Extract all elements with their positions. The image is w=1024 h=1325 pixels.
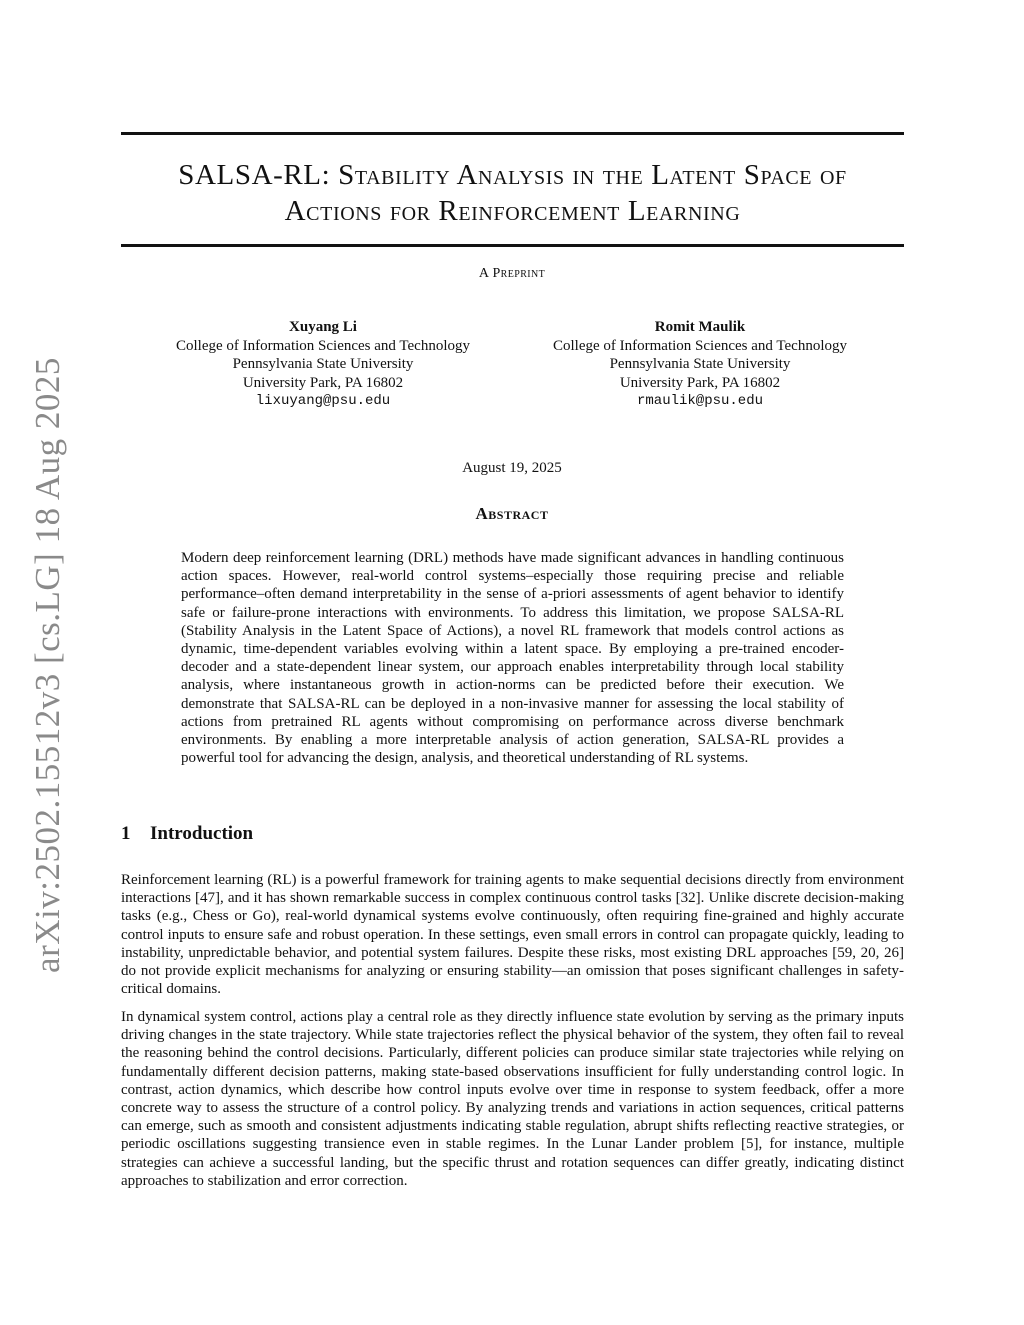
arxiv-identifier-stamp: arXiv:2502.15512v3 [cs.LG] 18 Aug 2025 bbox=[28, 357, 67, 973]
author-affiliation: College of Information Sciences and Technology bbox=[552, 337, 847, 354]
author-email[interactable]: rmaulik@psu.edu bbox=[636, 393, 764, 409]
publication-date: August 19, 2025 bbox=[462, 460, 562, 476]
paper-title-line-2: Actions for Reinforcement Learning bbox=[284, 195, 741, 227]
section-heading-introduction bbox=[121, 823, 253, 845]
author-email[interactable]: lixuyang@psu.edu bbox=[255, 393, 391, 409]
paper-title-line-1: SALSA-RL: Stability Analysis in the Latent Space of bbox=[178, 159, 847, 191]
author-block-1 bbox=[143, 318, 503, 411]
introduction-paragraph-1: Reinforcement learning (RL) is a powerful framework for training agents to make sequential decisions directly from environment interactions [47], and it has shown remarkable success in complex continuous control tasks [32]. Unlike discrete decision-making tasks (e.g., Chess or Go), real-world dynamical systems evolve continuously, often requiring fine-grained and highly accurate control inputs to ensure safe and robust operation. In these settings, even small errors in control can propagate quickly, leading to instability, unpredictable behavior, and potential system failures. Despite these risks, most existing DRL approaches [59, 20, 26] do not provide explicit mechanisms for analyzing or ensuring stability—an omission that poses significant challenges in safety-critical domains. bbox=[121, 872, 904, 998]
paper-title bbox=[121, 157, 904, 229]
author-name: Xuyang Li bbox=[289, 319, 357, 335]
author-location: University Park, PA 16802 bbox=[619, 374, 781, 391]
author-name: Romit Maulik bbox=[654, 319, 746, 335]
preprint-label: A Preprint bbox=[478, 266, 546, 281]
introduction-paragraph-2: In dynamical system control, actions play a central role as they directly influence state evolution by serving as the primary inputs driving changes in the state trajectory. While state trajectories reflect the physical behavior of the system, they often fail to reveal the reasoning behind the control decisions. Particularly, different policies can produce similar state trajectories while relying on fundamentally different decision patterns, making state-based observations insufficient for fully understanding control logic. In contrast, action dynamics, which describe how control inputs evolve over time in response to system feedback, offer a more concrete way to assess the structure of a control policy. By analyzing trends and variations in action sequences, critical patterns can emerge, such as smooth and consistent adjustments indicating stable regulation, abrupt shifts reflecting reactive strategies, or periodic oscillations suggesting transience even in stable regimes. In the Lunar Lander problem [5], for instance, multiple strategies can achieve a successful landing, but the specific thrust and rotation sequences can differ greatly, indicating distinct approaches to stabilization and error correction. bbox=[121, 1009, 904, 1189]
author-location: University Park, PA 16802 bbox=[242, 374, 404, 391]
section-number: 1 bbox=[121, 823, 131, 844]
author-university: Pennsylvania State University bbox=[609, 356, 791, 372]
title-top-rule bbox=[121, 132, 904, 135]
author-block-2 bbox=[520, 318, 880, 411]
abstract-heading: Abstract bbox=[475, 504, 549, 523]
author-university: Pennsylvania State University bbox=[232, 356, 414, 372]
abstract-text: Modern deep reinforcement learning (DRL) methods have made significant advances in handling continuous action spaces. However, real-world control systems–especially those requiring precise and reliable performance–often demand interpretability in the sense of a-priori assessments of agent behavior to identify safe or failure-prone interactions with environments. To address this limitation, we propose SALSA-RL (Stability Analysis in the Latent Space of Actions), a novel RL framework that models control actions as dynamic, time-dependent variables evolving within a latent space. By employing a pre-trained encoder-decoder and a state-dependent linear system, our approach enables interpretability through local stability analysis, where instantaneous growth in action-norms can be predicted before their execution. We demonstrate that SALSA-RL can be deployed in a non-invasive manner for assessing the local stability of actions from pretrained RL agents without compromising on performance across diverse benchmark environments. By enabling a more interpretable analysis of action generation, SALSA-RL provides a powerful tool for advancing the design, analysis, and theoretical understanding of RL systems. bbox=[181, 550, 844, 767]
section-title: Introduction bbox=[150, 823, 254, 844]
title-bottom-rule bbox=[121, 244, 904, 247]
author-affiliation: College of Information Sciences and Technology bbox=[175, 337, 470, 354]
